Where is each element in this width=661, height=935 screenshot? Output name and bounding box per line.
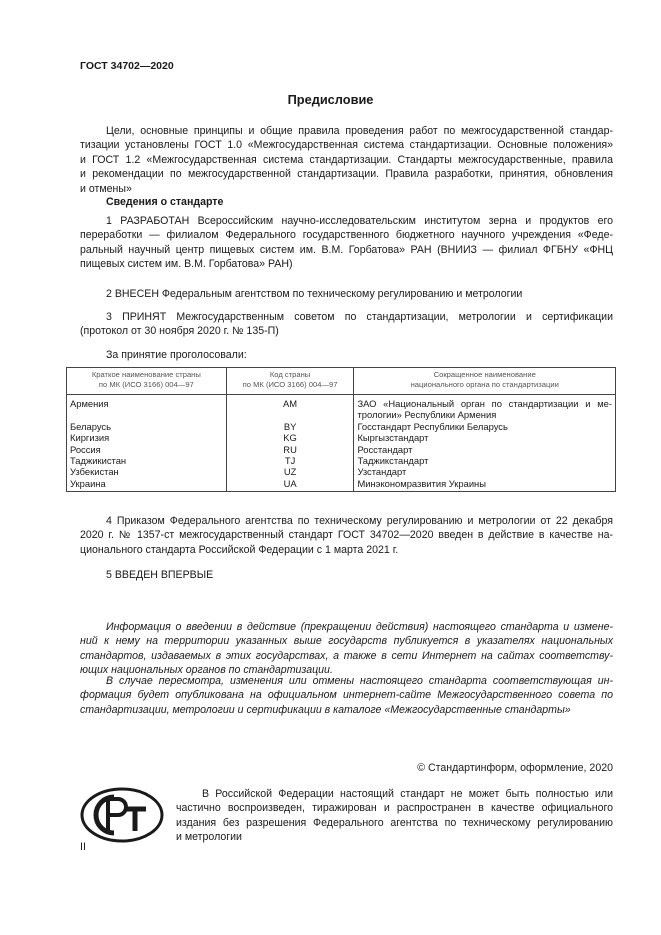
cell-org-line: ЗАО «Национальный орган по стандартизации и ме-: [357, 398, 612, 409]
cell-code: AM: [226, 395, 354, 421]
voted-label: За принятие проголосовали:: [106, 349, 247, 361]
review-line: формация будет опубликована на официальном интернет-сайте Межгосударственного совета по: [80, 689, 613, 702]
cell-code: UA: [226, 478, 354, 492]
info-item-4-line: ционального стандарта Российской Федерации с 1 марта 2021 г.: [80, 543, 399, 556]
info-item-1-line: переработки — филиалом Федерального государственного бюджетного научного учреждения «Феде-: [80, 229, 613, 242]
info-item-1-line: пищевых систем им. В.М. Горбатова» РАН): [80, 258, 293, 271]
cell-org: Госстандарт Республики Беларусь: [354, 421, 616, 432]
cell-org: Таджикстандарт: [354, 455, 616, 466]
cell-org: Узстандарт: [354, 466, 616, 477]
cell-org: Минэкономразвития Украины: [354, 478, 616, 492]
rights-line: издания без разрешения Федерального агентства по техническому регулированию: [176, 816, 613, 829]
header-country-line: по МК (ИСО 3166) 004—97: [98, 380, 194, 389]
review-line: В случае пересмотра, изменения или отмены настоящего стандарта соответствующая ин-: [106, 675, 613, 687]
header-code-line: Код страны: [269, 370, 311, 379]
table-row: [67, 455, 616, 466]
info-item-5: 5 ВВЕДЕН ВПЕРВЫЕ: [106, 569, 214, 581]
cell-country: Армения: [67, 395, 227, 421]
preamble-line: тизации установлены ГОСТ 1.0 «Межгосударственная система стандартизации. Основные положения»: [80, 139, 613, 152]
notice-paragraph: [80, 620, 613, 678]
copyright-notice: © Стандартинформ, оформление, 2020: [417, 762, 613, 774]
preamble-paragraph: [80, 124, 613, 196]
table-row: [67, 395, 616, 421]
rights-line: частично воспроизведен, тиражирован и распространен в качестве официального: [176, 802, 613, 815]
cell-country: Беларусь: [67, 421, 227, 432]
rights-line: В Российской Федерации настоящий стандарт не может быть полностью или: [202, 788, 613, 800]
cell-code: KG: [226, 432, 354, 443]
page-number: II: [80, 841, 86, 853]
info-item-3-line: 3 ПРИНЯТ Межгосударственным советом по стандартизации, метрологии и сертификации: [106, 311, 613, 323]
header-org-line: национального органа по стандартизации: [410, 380, 559, 389]
review-paragraph: [80, 674, 613, 717]
cell-org: [354, 395, 616, 421]
rights-notice: [176, 787, 613, 845]
header-org: [354, 368, 616, 395]
info-item-2: 2 ВНЕСЕН Федеральным агентством по техническому регулированию и метрологии: [106, 288, 523, 300]
table-header-row: [67, 368, 616, 395]
info-item-3-line: (протокол от 30 ноября 2020 г. № 135-П): [80, 325, 279, 338]
section-heading: Сведения о стандарте: [106, 196, 224, 208]
notice-line: Информация о введении в действие (прекращении действия) настоящего стандарта и измене-: [106, 621, 613, 633]
info-item-1: [80, 214, 613, 272]
notice-line: стандартов, издаваемых в этих государствах, а также в сети Интернет на сайтах соответству-: [80, 649, 613, 662]
header-code: [226, 368, 354, 395]
rst-logo-icon: [80, 787, 164, 848]
document-code: ГОСТ 34702—2020: [80, 60, 174, 72]
header-org-line: Сокращенное наименование: [433, 370, 536, 379]
info-item-1-line: 1 РАЗРАБОТАН Всероссийским научно-исследовательским институтом зерна и продуктов его: [106, 215, 613, 227]
preamble-line: и отмены»: [80, 182, 132, 195]
cell-org-line: трологии» Республики Армения: [357, 409, 497, 421]
cell-country: Россия: [67, 444, 227, 455]
review-line: стандартизации, метрологии и сертификации в каталоге «Межгосударственные стандарты»: [80, 703, 571, 716]
header-code-line: по МК (ИСО 3166) 004—97: [242, 380, 338, 389]
cell-code: UZ: [226, 466, 354, 477]
cell-country: Украина: [67, 478, 227, 492]
voting-table: [66, 367, 616, 492]
table-row: [67, 432, 616, 443]
cell-country: Таджикистан: [67, 455, 227, 466]
rights-line: и метрологии: [176, 831, 242, 844]
preamble-line: Цели, основные принципы и общие правила проведения работ по межгосударственной стандар-: [106, 125, 613, 137]
cell-code: RU: [226, 444, 354, 455]
table-row: [67, 421, 616, 432]
cell-org: Росстандарт: [354, 444, 616, 455]
header-country: [67, 368, 227, 395]
preamble-line: и рекомендации по межгосударственной стандартизации. Правила разработки, принятия, обновления: [80, 168, 613, 181]
table-row: [67, 444, 616, 455]
table-row: [67, 478, 616, 492]
info-item-4-line: 2020 г. № 1357-ст межгосударственный стандарт ГОСТ 34702—2020 введен в действие в качестве на-: [80, 529, 613, 542]
table-row: [67, 466, 616, 477]
cell-country: Узбекистан: [67, 466, 227, 477]
cell-country: Киргизия: [67, 432, 227, 443]
cell-code: BY: [226, 421, 354, 432]
info-item-3: [80, 310, 613, 339]
cell-org: Кыргызстандарт: [354, 432, 616, 443]
notice-line: ющих национальных органов по стандартизации.: [80, 664, 333, 677]
preamble-line: и ГОСТ 1.2 «Межгосударственная система стандартизации. Стандарты межгосударственные, правила: [80, 153, 613, 166]
info-item-1-line: ральный научный центр пищевых систем им. В.М. Горбатова» РАН (ВНИИЗ — филиал ФГБНУ «ФНЦ: [80, 243, 613, 256]
page-title: Предисловие: [287, 92, 374, 107]
notice-line: ний к нему на территории указанных выше государств публикуется в указателях национальных: [80, 635, 613, 648]
header-country-line: Краткое наименование страны: [91, 370, 201, 379]
cell-code: TJ: [226, 455, 354, 466]
info-item-4-line: 4 Приказом Федерального агентства по техническому регулированию и метрологии от 22 декабря: [106, 515, 613, 527]
info-item-4: [80, 514, 613, 557]
